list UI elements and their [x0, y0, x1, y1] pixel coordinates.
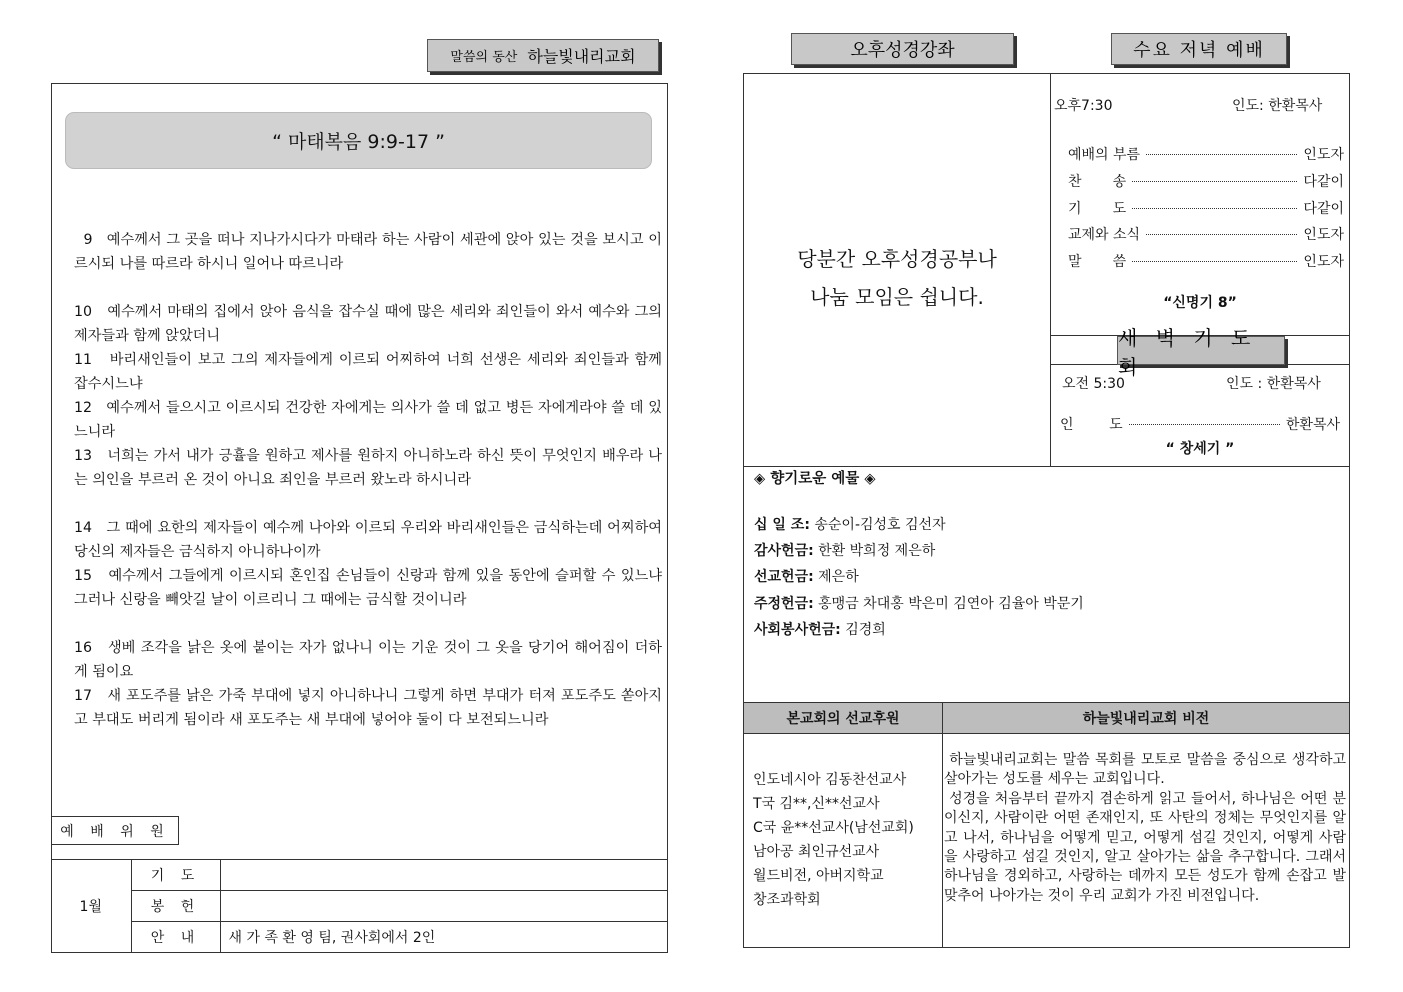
afternoon-class-notice	[744, 240, 1050, 316]
divider	[1050, 73, 1051, 466]
offering-label: 십 일 조:	[754, 517, 810, 533]
vision-paragraph: 하늘빛내리교회는 말씀 목회를 모토로 말씀을 중심으로 생각하고 살아가는 성도를 세우는 교회입니다.	[944, 752, 1351, 788]
church-vision-text	[944, 751, 1351, 906]
verse-gap	[74, 276, 662, 300]
verse: 12 예수께서 들으시고 이르시되 건강한 자에게는 의사가 쓸 데 없고 병든 자에게라야 쓸 데 있느니라	[74, 400, 662, 440]
dawn-leader: 인도 : 한환목사	[1226, 376, 1321, 392]
verse: 15 예수께서 그들에게 이르시되 혼인집 손님들이 신랑과 함께 있을 동안에 슬퍼할 수 있느냐 그러나 신랑을 빼앗길 날이 이르리니 그 때에는 금식할 것이니라	[74, 568, 667, 608]
order-label: 기 도	[1068, 201, 1127, 217]
verse: 16 생베 조각을 낡은 옷에 붙이는 자가 없나니 이는 기운 것이 그 옷을 당기어 해어짐이 더하게 됨이요	[74, 640, 662, 680]
dawn-prayer-tag: 새 벽 기 도 회	[1117, 336, 1285, 365]
offering-label: 선교헌금:	[754, 569, 814, 585]
list-item: 남아공 최인규선교사	[753, 844, 880, 860]
table-row	[51, 891, 668, 922]
offerings-title: ◈ 향기로운 예물 ◈	[754, 471, 876, 487]
duty-value	[220, 860, 668, 891]
notice-line: 나눔 모임은 쉽니다.	[810, 285, 984, 309]
list-item: 인도네시아 김동찬선교사	[753, 772, 907, 788]
offering-label: 주정헌금:	[754, 596, 814, 612]
mission-support-header: 본교회의 선교후원	[744, 703, 942, 733]
list-item: C국 윤**선교사(남선교회)	[753, 820, 914, 836]
duty-role: 안 내	[131, 922, 220, 953]
order-label: 예배의 부름	[1068, 147, 1141, 163]
church-name: 하늘빛내리교회	[527, 47, 636, 66]
offering-names: 제은하	[813, 569, 859, 585]
list-item: 월드비전, 아버지학교	[753, 868, 884, 884]
duty-role: 기 도	[131, 860, 220, 891]
offering-line	[754, 540, 935, 560]
leader-dots	[1129, 424, 1280, 425]
wednesday-scripture: “신명기 8”	[1163, 295, 1237, 311]
verse-gap	[74, 612, 662, 636]
duty-month: 1월	[51, 860, 131, 953]
church-motto: 말씀의 동산	[450, 50, 518, 65]
divider	[942, 702, 943, 948]
order-who: 다같이	[1303, 174, 1344, 190]
worship-staff-label: 예 배 위 원	[51, 816, 179, 845]
passage-title: “ 마태복음 9:9-17 ”	[66, 113, 651, 168]
afternoon-bible-class-tag: 오후성경강좌	[791, 33, 1014, 65]
order-label: 인 도	[1060, 417, 1123, 433]
duty-value: 새 가 족 환 영 팀, 권사회에서 2인	[220, 922, 668, 953]
dawn-order-item	[1060, 414, 1340, 434]
offering-line	[754, 514, 946, 534]
offering-names: 송순이-김성호 김선자	[809, 517, 946, 533]
order-who: 한환목사	[1285, 417, 1340, 433]
order-label: 교제와 소식	[1068, 227, 1141, 243]
order-who: 인도자	[1303, 254, 1344, 270]
table-row	[51, 860, 668, 891]
verse-gap	[74, 492, 662, 516]
verse: 13 너희는 가서 내가 긍휼을 원하고 제사를 원하지 아니하노라 하신 뜻이 무엇인지 배우라 나는 의인을 부르러 온 것이 아니요 죄인을 부르러 왔노라 하시니라	[74, 448, 662, 488]
order-item	[1068, 171, 1344, 191]
vision-paragraph: 성경을 처음부터 끝까지 겸손하게 읽고 들어서, 하나님은 어떤 분이신지, 사람이란 어떤 존재인지, 또 사탄의 정체는 무엇인지를 알고 나서, 하나님을 어떻게 믿고, 어떻게 섬길 것인지, 어떻게 사람을 사랑하고 섬길 것인지, 알고 살아가는 삶을 추구합니다. 그래서 하나님을 경외하고, 사랑하는 데까지 모든 성도가 함께 손잡고 발 맞추어 나아가는 것이 우리 교회가 가진 비전입니다.	[944, 790, 1351, 904]
leader-dots	[1132, 261, 1297, 262]
wednesday-leader: 인도: 한환목사	[1232, 98, 1323, 114]
order-item	[1068, 251, 1344, 271]
order-who: 인도자	[1303, 147, 1344, 163]
offering-names: 홍맹금 차대홍 박은미 김연아 김율아 박문기	[813, 596, 1084, 612]
offering-names: 김경희	[840, 622, 886, 638]
order-item	[1068, 198, 1344, 218]
worship-duty-table	[51, 859, 668, 953]
notice-line: 당분간 오후성경공부나	[797, 247, 997, 271]
duty-role: 봉 헌	[131, 891, 220, 922]
verse: 14 그 때에 요한의 제자들이 예수께 나아와 이르되 우리와 바리새인들은 금식하는데 어찌하여 당신의 제자들은 금식하지 아니하나이까	[74, 520, 667, 560]
offering-names: 한환 박희정 제은하	[813, 543, 936, 559]
order-item	[1068, 224, 1344, 244]
order-who: 인도자	[1303, 227, 1344, 243]
verse: 11 바리새인들이 보고 그의 제자들에게 이르되 어찌하여 너희 선생은 세리와 죄인들과 함께 잡수시느냐	[74, 352, 667, 392]
offering-line	[754, 619, 886, 639]
order-label: 말 씀	[1068, 254, 1127, 270]
dawn-scripture: “ 창세기 ”	[1165, 441, 1235, 457]
offering-label: 감사헌금:	[754, 543, 814, 559]
order-item	[1068, 144, 1344, 164]
offering-label: 사회봉사헌금:	[754, 622, 841, 638]
offering-line	[754, 566, 859, 586]
order-who: 다같이	[1303, 201, 1344, 217]
leader-dots	[1146, 234, 1297, 235]
order-label: 찬 송	[1068, 174, 1127, 190]
leader-dots	[1132, 208, 1297, 209]
mission-support-list	[753, 768, 914, 912]
verse: 17 새 포도주를 낡은 가죽 부대에 넣지 아니하나니 그렇게 하면 부대가 터져 포도주도 쏟아지고 부대도 버리게 됨이라 새 포도주는 새 부대에 넣어야 둘이 다 보전되느니라	[74, 688, 662, 728]
duty-value	[220, 891, 668, 922]
offering-line	[754, 593, 1084, 613]
wednesday-service-tag: 수요 저녁 예배	[1111, 33, 1287, 65]
list-item: 창조과학회	[753, 892, 821, 908]
wednesday-time: 오후7:30	[1054, 98, 1113, 114]
dawn-time: 오전 5:30	[1062, 376, 1125, 392]
verse: 9 예수께서 그 곳을 떠나 지나가시다가 마태라 하는 사람이 세관에 앉아 있는 것을 보시고 이르시되 나를 따르라 하시니 일어나 따르니라	[74, 232, 662, 272]
table-row	[51, 922, 668, 953]
list-item: T국 김**,신**선교사	[753, 796, 880, 812]
leader-dots	[1132, 181, 1297, 182]
church-name-tag	[427, 39, 659, 72]
divider	[743, 733, 1350, 734]
scripture-verses	[74, 228, 667, 732]
verse: 10 예수께서 마태의 집에서 앉아 음식을 잡수실 때에 많은 세리와 죄인들이 와서 예수와 그의 제자들과 함께 앉았더니	[74, 304, 667, 344]
leader-dots	[1146, 154, 1297, 155]
church-vision-header: 하늘빛내리교회 비전	[943, 703, 1349, 733]
